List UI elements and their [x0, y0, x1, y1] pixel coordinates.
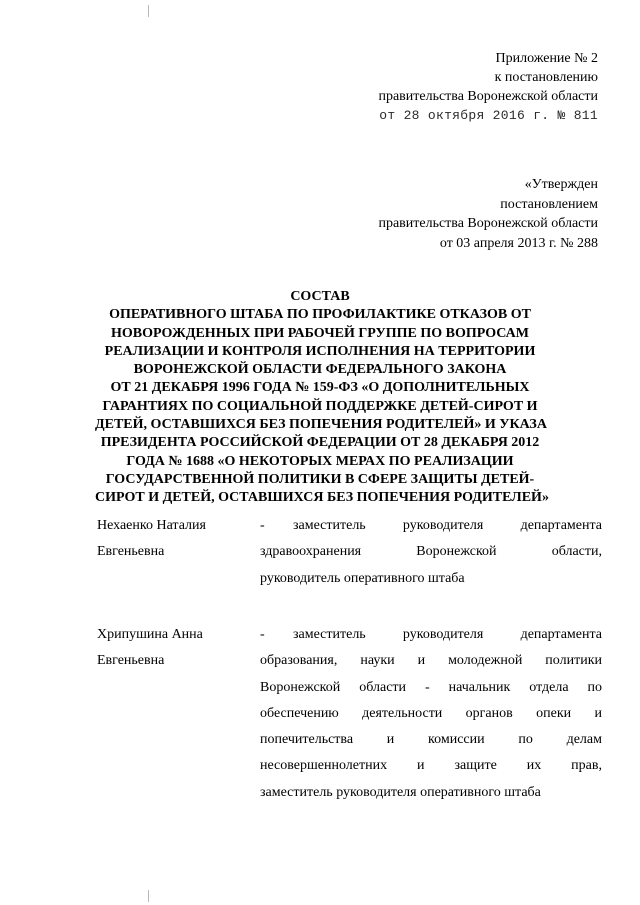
approval-word: «Утвержден — [524, 177, 598, 192]
member-position — [260, 513, 602, 592]
appendix-reference: к постановлению — [494, 70, 598, 85]
title-line: ГОСУДАРСТВЕННОЙ ПОЛИТИКИ В СФЕРЕ ЗАЩИТЫ ДЕТЕЙ- — [105, 471, 535, 487]
title-line: РЕАЛИЗАЦИИ И КОНТРОЛЯ ИСПОЛНЕНИЯ НА ТЕРРИТОРИИ — [104, 343, 536, 359]
appendix-number: Приложение № 2 — [495, 51, 598, 66]
appendix-authority: правительства Воронежской области — [378, 89, 598, 104]
title-line: ГАРАНТИЯХ ПО СОЦИАЛЬНОЙ ПОДДЕРЖКЕ ДЕТЕЙ-СИРОТ И — [102, 398, 538, 414]
appendix-header — [298, 49, 598, 125]
page-edge-mark-bottom — [148, 890, 149, 902]
approval-authority: правительства Воронежской области — [378, 216, 598, 231]
approval-document-type: постановлением — [500, 196, 598, 212]
member-position-line: здравоохранения Воронежской области, — [260, 544, 602, 560]
title-line: НОВОРОЖДЕННЫХ ПРИ РАБОЧЕЙ ГРУППЕ ПО ВОПРОСАМ — [110, 325, 530, 341]
member-position-line: попечительства и комиссии по делам — [260, 732, 602, 748]
member-position-line: образования, науки и молодежной политики — [260, 653, 602, 669]
member-surname-firstname: Хрипушина Анна — [97, 627, 203, 642]
title-line: ПРЕЗИДЕНТА РОССИЙСКОЙ ФЕДЕРАЦИИ ОТ 28 ДЕКАБРЯ 2012 — [100, 435, 540, 451]
member-position-line: заместитель руководителя оперативного штаба — [260, 784, 541, 800]
title-line: СИРОТ И ДЕТЕЙ, ОСТАВШИХСЯ БЕЗ ПОПЕЧЕНИЯ РОДИТЕЛЕЙ» — [95, 490, 549, 506]
approval-date: от 03 апреля 2013 г. № 288 — [439, 235, 598, 251]
page-edge-mark-top — [148, 5, 149, 17]
member-position-line: руководитель оперативного штаба — [260, 570, 465, 586]
member-position-line: обеспечению деятельности органов опеки и — [260, 705, 602, 721]
title-line: ДЕТЕЙ, ОСТАВШИХСЯ БЕЗ ПОПЕЧЕНИЯ РОДИТЕЛЕЙ» И УКАЗА — [95, 417, 547, 433]
member-patronymic: Евгеньевна — [97, 653, 165, 669]
member-dash: - — [260, 627, 265, 642]
approval-header — [298, 175, 598, 253]
title-line: ГОДА № 1688 «О НЕКОТОРЫХ МЕРАХ ПО РЕАЛИЗАЦИИ — [126, 453, 514, 469]
appendix-date-stamp: от 28 октября 2016 г. № 811 — [379, 108, 598, 123]
title-line: ВОРОНЕЖСКОЙ ОБЛАСТИ ФЕДЕРАЛЬНОГО ЗАКОНА — [133, 362, 507, 378]
title-line: ОПЕРАТИВНОГО ШТАБА ПО ПРОФИЛАКТИКЕ ОТКАЗОВ ОТ — [109, 307, 531, 323]
document-title — [95, 288, 549, 508]
member-position — [260, 622, 602, 806]
member-surname-firstname: Нехаенко Наталия — [97, 518, 206, 533]
member-position-line: Воронежской области - начальник отдела по — [260, 679, 602, 695]
member-patronymic: Евгеньевна — [97, 544, 165, 560]
member-name — [97, 622, 257, 675]
member-position-line: заместитель руководителя департамента — [293, 518, 602, 533]
member-name — [97, 513, 257, 566]
member-position-line: заместитель руководителя департамента — [293, 627, 602, 642]
title-line: СОСТАВ — [290, 289, 350, 304]
member-dash: - — [260, 518, 265, 533]
title-line: ОТ 21 ДЕКАБРЯ 1996 ГОДА № 159-ФЗ «О ДОПОЛНИТЕЛЬНЫХ — [110, 380, 530, 396]
member-position-line: несовершеннолетних и защите их прав, — [260, 758, 602, 774]
